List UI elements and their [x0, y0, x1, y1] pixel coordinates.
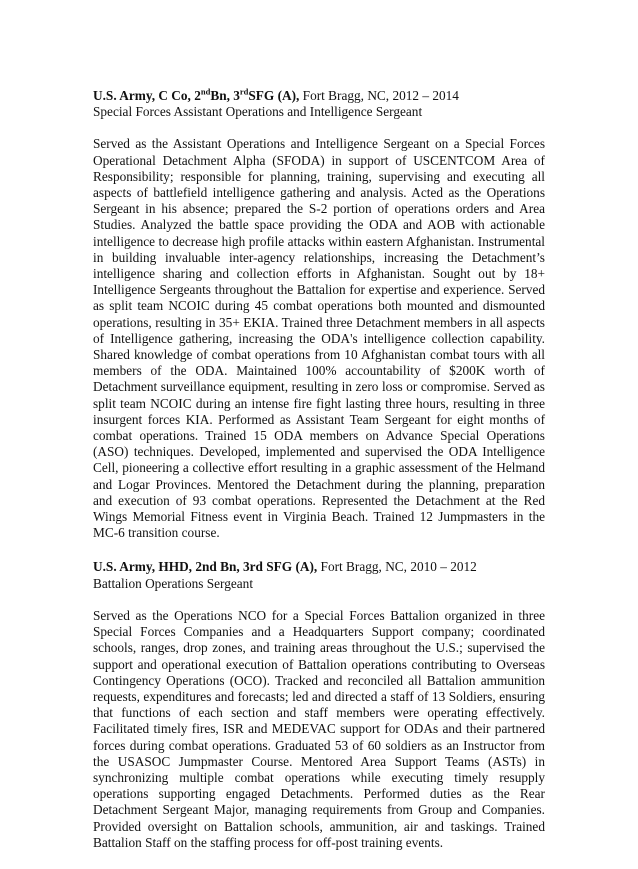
job-role: Battalion Operations Sergeant: [93, 575, 254, 591]
job-organization: U.S. Army, C Co, 2ndBn, 3rdSFG (A),: [93, 86, 300, 103]
job-description: Served as the Operations NCO for a Special Forces Battalion organized in three Special Forces Companies and a Headquarters Support company; coordinated schools, ranges, drop zones, and training areas throughout the U.S.; supervised the support and operational execution of Battalion operations contributing to Overseas Contingency Operations (OCO). Tracked and reconciled all Battalion ammunition requests, expenditures and forecasts; led and directed a staff of 13 Soldiers, ensuring that functions of each section and staff members were operating effectively. Facilitated timely fires, ISR and MEDEVAC support for ODAs and their partnered forces during combat operations. Graduated 53 of 60 soldiers as an Instructor from the USASOC Jumpmaster Course. Mentored Area Support Teams (ASTs) in synchronizing multiple combat operations while executing timely resupply operations supporting engaged Detachments. Performed duties as the Rear Detachment Sergeant Major, managing requirements from Group and Companies. Provided oversight on Battalion schools, ammunition, air and taskings. Trained Battalion Staff on the staffing process for off-post training events.: [93, 607, 545, 850]
job-heading: [93, 88, 545, 104]
job-heading: [93, 559, 545, 575]
job-organization: U.S. Army, HHD, 2nd Bn, 3rd SFG (A),: [93, 559, 318, 575]
resume-page: [93, 88, 545, 869]
job-role: Special Forces Assistant Operations and Intelligence Sergeant: [93, 104, 423, 120]
job-location-dates: Fort Bragg, NC, 2010 – 2012: [317, 559, 477, 575]
job-entry-2: [93, 559, 545, 850]
job-entry-1: [93, 88, 545, 541]
job-description: Served as the Assistant Operations and Intelligence Sergeant on a Special Forces Operational Detachment Alpha (SFODA) in support of USCENTCOM Area of Responsibility; responsible for planning, training, supervising and executing all aspects of battlefield intelligence gathering and analysis. Acted as the Operations Sergeant in his absence; prepared the S-2 portion of operations orders and Area Studies. Analyzed the battle space providing the ODA and AOB with actionable intelligence to decrease high profile attacks within eastern Afghanistan. Instrumental in building invaluable inter-agency relationships, increasing the Detachment’s intelligence sharing and collection efforts in Afghanistan. Sought out by 18+ Intelligence Sergeants throughout the Battalion for expertise and experience. Served as split team NCOIC during 45 combat operations both mounted and dismounted operations, resulting in 35+ EKIA. Trained three Detachment members in all aspects of Intelligence gathering, increasing the ODA's intelligence collection capability. Shared knowledge of combat operations from 10 Afghanistan combat tours with all members of the ODA. Maintained 100% accountability of $200K worth of Detachment surveillance equipment, resulting in zero loss or compromise. Served as split team NCOIC during an intense fire fight lasting three hours, resulting in three insurgent forces KIA. Performed as Assistant Team Sergeant for eight months of combat operations. Trained 15 ODA members on Advance Special Operations (ASO) techniques. Developed, implemented and supervised the ODA Intelligence Cell, pioneering a collective effort resulting in a graphic assessment of the Helmand and Logar Provinces. Mentored the Detachment during the planning, preparation and execution of 93 combat operations. Represented the Detachment at the Red Wings Memorial Fitness event in Virginia Beach. Trained 12 Jumpmasters in the MC-6 transition course.: [93, 136, 545, 541]
job-location-dates: Fort Bragg, NC, 2012 – 2014: [299, 88, 459, 103]
